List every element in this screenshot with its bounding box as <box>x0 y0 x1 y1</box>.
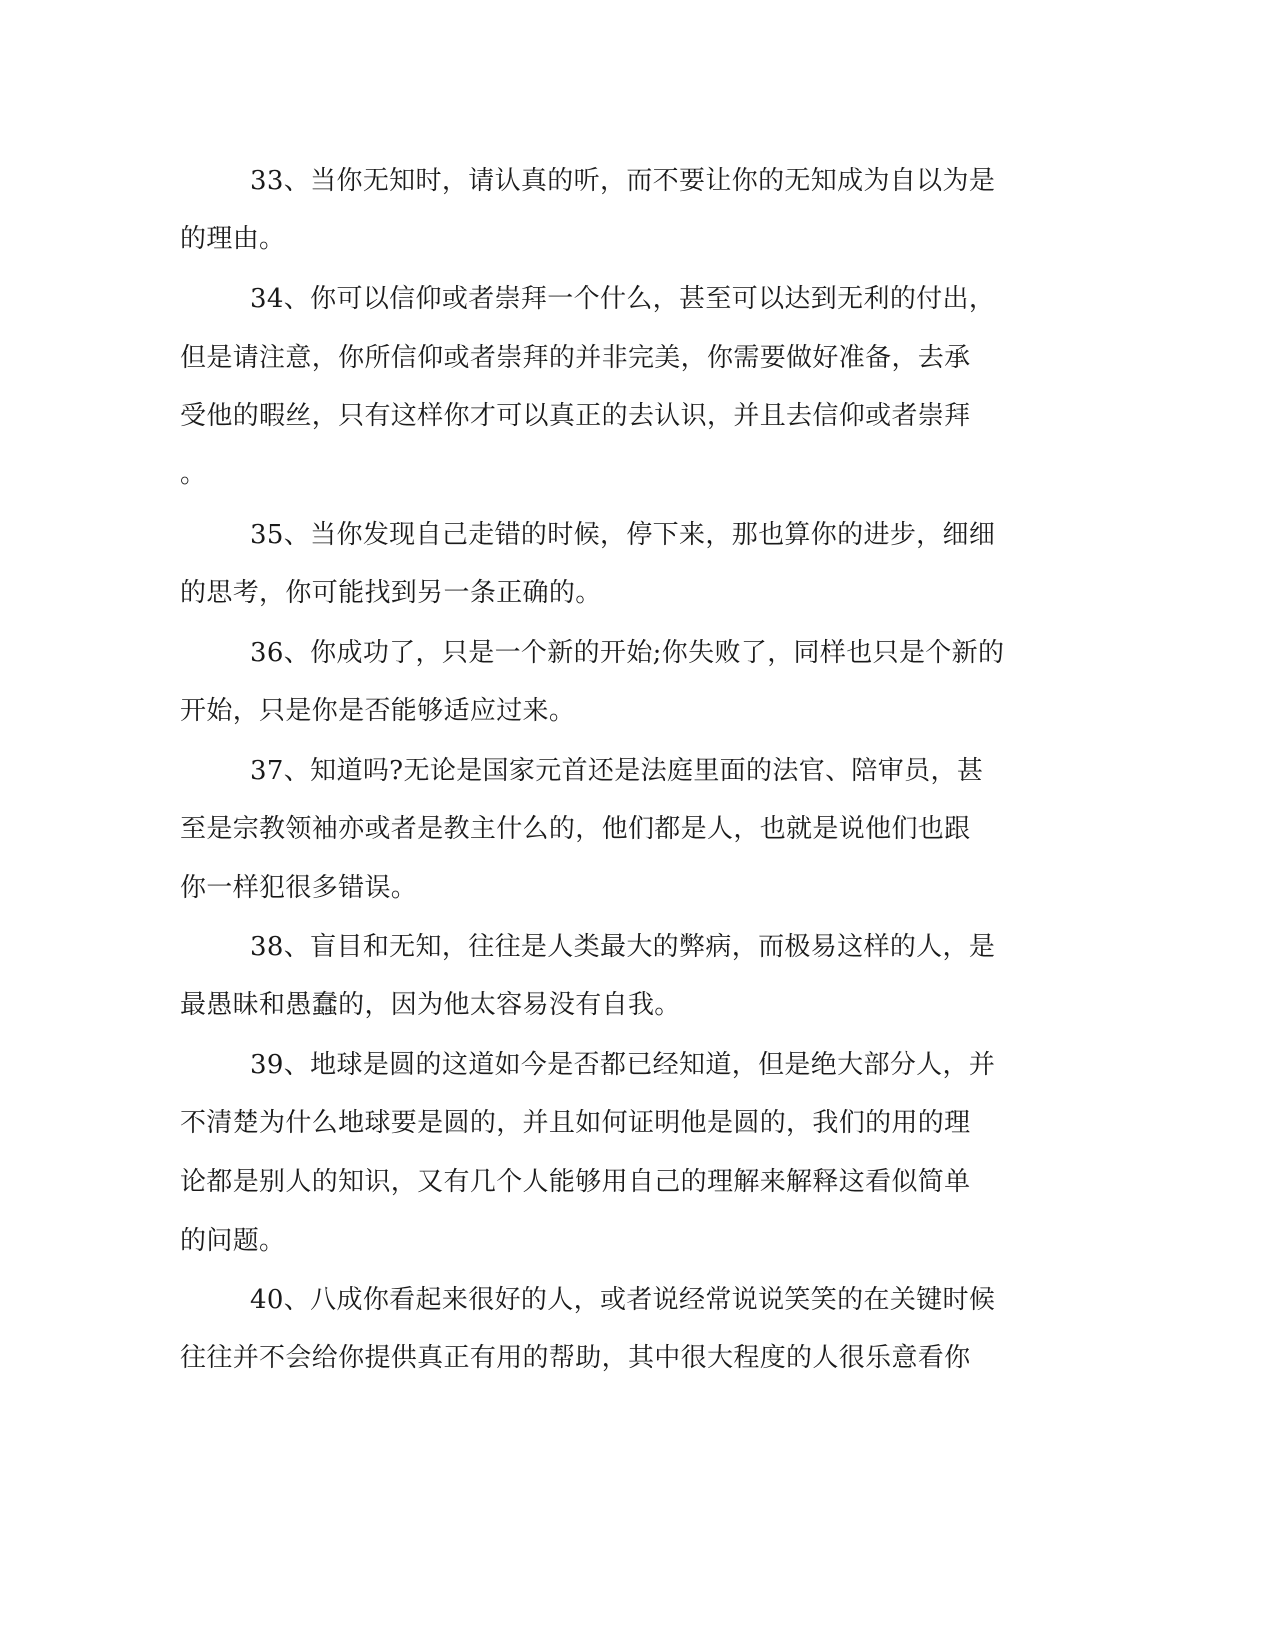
text-line: 。 <box>180 459 207 489</box>
text-line: 但是请注意，你所信仰或者崇拜的并非完美，你需要做好准备，去承 <box>180 343 971 373</box>
text-line: 39、地球是圆的这道如今是否都已经知道，但是绝大部分人，并 <box>250 1050 996 1080</box>
text-line: 34、你可以信仰或者崇拜一个什么，甚至可以达到无利的付出， <box>250 284 996 314</box>
text-line: 40、八成你看起来很好的人，或者说经常说说笑笑的在关键时候 <box>250 1285 996 1315</box>
text-line: 38、盲目和无知，往往是人类最大的弊病，而极易这样的人，是 <box>250 932 996 962</box>
text-line: 受他的暇丝，只有这样你才可以真正的去认识，并且去信仰或者崇拜 <box>180 401 971 431</box>
text-line: 的问题。 <box>180 1226 286 1256</box>
text-line: 不清楚为什么地球要是圆的，并且如何证明他是圆的，我们的用的理 <box>180 1108 971 1138</box>
text-line: 36、你成功了，只是一个新的开始;你失败了，同样也只是个新的 <box>250 638 1005 668</box>
text-line: 的理由。 <box>180 224 286 254</box>
text-line: 至是宗教领袖亦或者是教主什么的，他们都是人，也就是说他们也跟 <box>180 814 971 844</box>
text-line: 往往并不会给你提供真正有用的帮助，其中很大程度的人很乐意看你 <box>180 1343 971 1373</box>
text-line: 你一样犯很多错误。 <box>180 873 418 903</box>
text-line: 最愚昧和愚蠢的，因为他太容易没有自我。 <box>180 990 681 1020</box>
text-line: 论都是别人的知识，又有几个人能够用自己的理解来解释这看似简单 <box>180 1167 971 1197</box>
text-line: 37、知道吗?无论是国家元首还是法庭里面的法官、陪审员，甚 <box>250 756 984 786</box>
text-line: 33、当你无知时，请认真的听，而不要让你的无知成为自以为是 <box>250 166 996 196</box>
text-line: 的思考，你可能找到另一条正确的。 <box>180 578 602 608</box>
text-line: 开始，只是你是否能够适应过来。 <box>180 696 576 726</box>
text-line: 35、当你发现自己走错的时候，停下来，那也算你的进步，细细 <box>250 520 996 550</box>
